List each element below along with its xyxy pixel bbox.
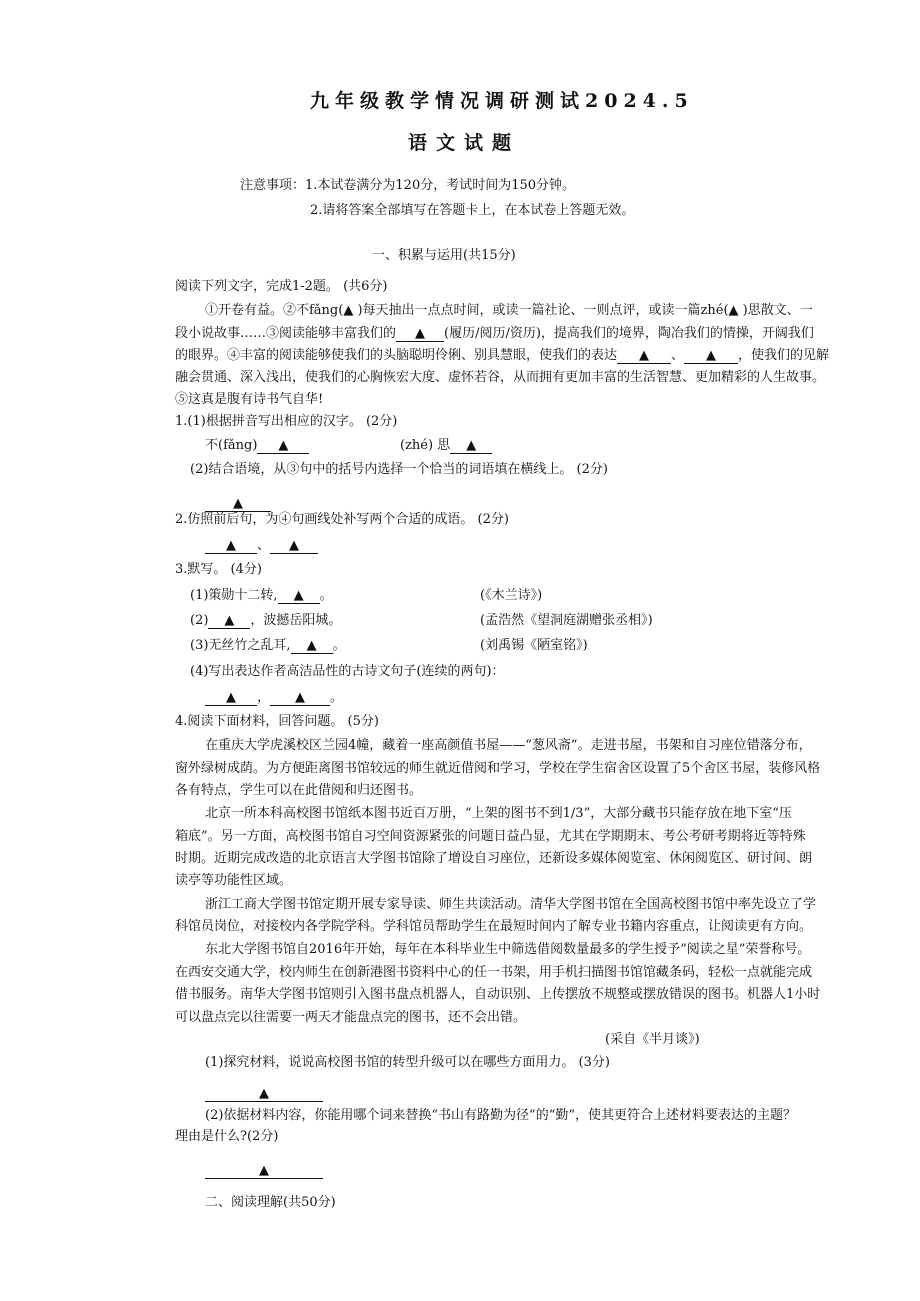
separator: 、 [257,538,271,553]
q1-1-item-b [400,438,492,454]
material-line: 北京一所本科高校图书馆纸本图书近百万册，“上架的图书不到1/3”，大部分藏书只能存放在地下室“压 [205,806,792,821]
section-1-title: 一、积累与运用(共15分) [372,248,516,263]
separator: ， [257,690,271,705]
period: 。 [332,638,346,653]
material-source: (采自《半月谈》) [605,1032,700,1047]
material-line: 借书服务。南华大学图书馆则引入图书盘点机器人，自动识别、上传摆放不规整或摆放错误的图书。机器人1小时 [175,987,821,1002]
q3-3-source: (刘禹锡《陋室铭》) [480,638,588,653]
notice-line-1: 注意事项：1.本试卷满分为120分，考试时间为150分钟。 [240,178,576,193]
q1-1-prompt-b: (zhé) 思 [400,438,451,453]
answer-blank: ▲ [270,539,318,554]
period: 。 [319,588,333,603]
passage-text: 的眼界。④丰富的阅读能够使我们的头脑聪明伶俐、别具慧眼，使我们的表达 [175,348,618,363]
answer-blank: ▲ [278,589,320,604]
material-line: 在西安交通大学，校内师生在创新港图书资料中心的任一书架，用手机扫描图书馆馆藏条码，轻松一点就能完成 [175,965,813,980]
passage-text: ，使我们的见解 [738,348,830,363]
q2-answer [205,538,318,554]
passage-text: 、 [671,348,685,363]
section-2-title: 二、阅读理解(共50分) [205,1195,336,1210]
material-line: 各有特点，学生可以在此借阅和归还图书。 [175,783,423,798]
answer-blank: ▲ [684,349,738,364]
question-4-1: (1)探究材料，说说高校图书馆的转型升级可以在哪些方面用力。 (3分) [205,1055,610,1070]
notice-line-2: 2.请将答案全部填写在答题卡上，在本试卷上答题无效。 [310,203,635,218]
q3-2-text: ，波撼岳阳城。 [250,613,342,628]
answer-blank: ▲ [205,1164,323,1179]
q3-3-text: (3)无丝竹之乱耳, [190,638,291,653]
answer-blank: ▲ [257,439,309,454]
q1-2-answer [205,496,271,512]
passage-text: (履历/阅历/资历)，提高我们的境界，陶冶我们的情操，开阔我们 [444,326,814,341]
q1-1-prompt-a: 不(fǎng) [205,438,258,453]
q3-4-answer [205,690,343,706]
q1-1-item-a [205,438,309,454]
answer-blank: ▲ [291,639,333,654]
page-title: 九年级教学情况调研测试2024.5 [310,90,694,112]
answer-blank: ▲ [617,349,671,364]
q3-item-2 [190,613,341,629]
material-line: 科馆员岗位，对接校内各学院学科。学科馆员帮助学生在最短时间内了解专业书籍内容重点，让阅读更有方向。 [175,919,813,934]
material-line: 东北大学图书馆自2016年开始，每年在本科毕业生中筛选借阅数量最多的学生授予“阅读之星”荣誉称号。 [205,942,811,957]
answer-blank: ▲ [205,691,257,706]
answer-blank: ▲ [270,691,330,706]
question-2: 2.仿照前后句，为④句画线处补写两个合适的成语。 (2分) [175,512,509,527]
question-1-2: (2)结合语境，从③句中的括号内选择一个恰当的词语填在横线上。 (2分) [190,462,608,477]
question-4-2-cont: 理由是什么?(2分) [175,1129,279,1144]
q4-1-answer [205,1086,323,1102]
period: 。 [330,690,344,705]
reading-intro: 阅读下列文字，完成1-2题。 (共6分) [175,279,388,294]
answer-blank: ▲ [205,497,271,512]
q4-2-answer [205,1163,323,1179]
q3-1-text: (1)策勋十二转, [190,588,278,603]
passage-line-3 [175,348,829,364]
material-line: 时期。近期完成改造的北京语言大学图书馆除了增设自习座位，还新设多媒体阅览室、休闲阅览区、研讨间、朗 [175,851,813,866]
question-4-2: (2)依据材料内容，你能用哪个词来替换“书山有路勤为径”的“勤”，使其更符合上述材料要表达的主题？ [205,1108,796,1123]
material-line: 读亭等功能性区域。 [175,873,293,888]
passage-line-2 [175,326,814,342]
material-line: 浙江工商大学图书馆定期开展专家导读、师生共读活动。清华大学图书馆在全国高校图书馆中率先设立了学 [205,897,817,912]
passage-line-5: ⑤这真是腹有诗书气自华! [175,392,324,407]
q3-2-number: (2) [190,613,209,628]
answer-blank: ▲ [205,539,257,554]
question-4: 4.阅读下面材料，回答问题。 (5分) [175,714,379,729]
q3-2-source: (孟浩然《望洞庭湖赠张丞相》) [480,613,653,628]
material-line: 可以盘点完以往需要一两天才能盘点完的图书，还不会出错。 [175,1010,527,1025]
q3-item-1 [190,588,333,604]
answer-blank: ▲ [396,327,444,342]
passage-line-4: 融会贯通、深入浅出，使我们的心胸恢宏大度、虚怀若谷，从而拥有更加丰富的生活智慧、更加精彩的人生故事。 [175,370,826,385]
answer-blank: ▲ [205,1087,323,1102]
material-line: 在重庆大学虎溪校区兰园4幢，藏着一座高颜值书屋——“葱风斋”。走进书屋，书架和自习座位错落分布， [205,738,812,753]
material-line: 箱底”。另一方面，高校图书馆自习空间资源紧张的问题日益凸显，尤其在学期期末、考公考研考期将近等特殊 [175,829,806,844]
question-3: 3.默写。 (4分) [175,562,262,577]
answer-blank: ▲ [208,614,250,629]
question-1-1: 1.(1)根据拼音写出相应的汉字。 (2分) [175,414,398,429]
page-subtitle: 语文试题 [408,132,521,154]
material-line: 窗外绿树成荫。为方便距离图书馆较远的师生就近借阅和学习，学校在学生宿舍区设置了5个舍区书屋，装修风格 [175,761,821,776]
q3-1-source: (《木兰诗》) [480,588,543,603]
answer-blank: ▲ [450,439,492,454]
q3-item-3 [190,638,346,654]
passage-line-1: ①开卷有益。②不fǎng(▲ )每天抽出一点点时间，或读一篇社论、一则点评，或读一篇zhé(▲ )思散文、一 [205,303,813,318]
q3-item-4: (4)写出表达作者高洁品性的古诗文句子(连续的两句)： [190,664,505,679]
passage-text: 段小说故事……③阅读能够丰富我们的 [175,326,397,341]
